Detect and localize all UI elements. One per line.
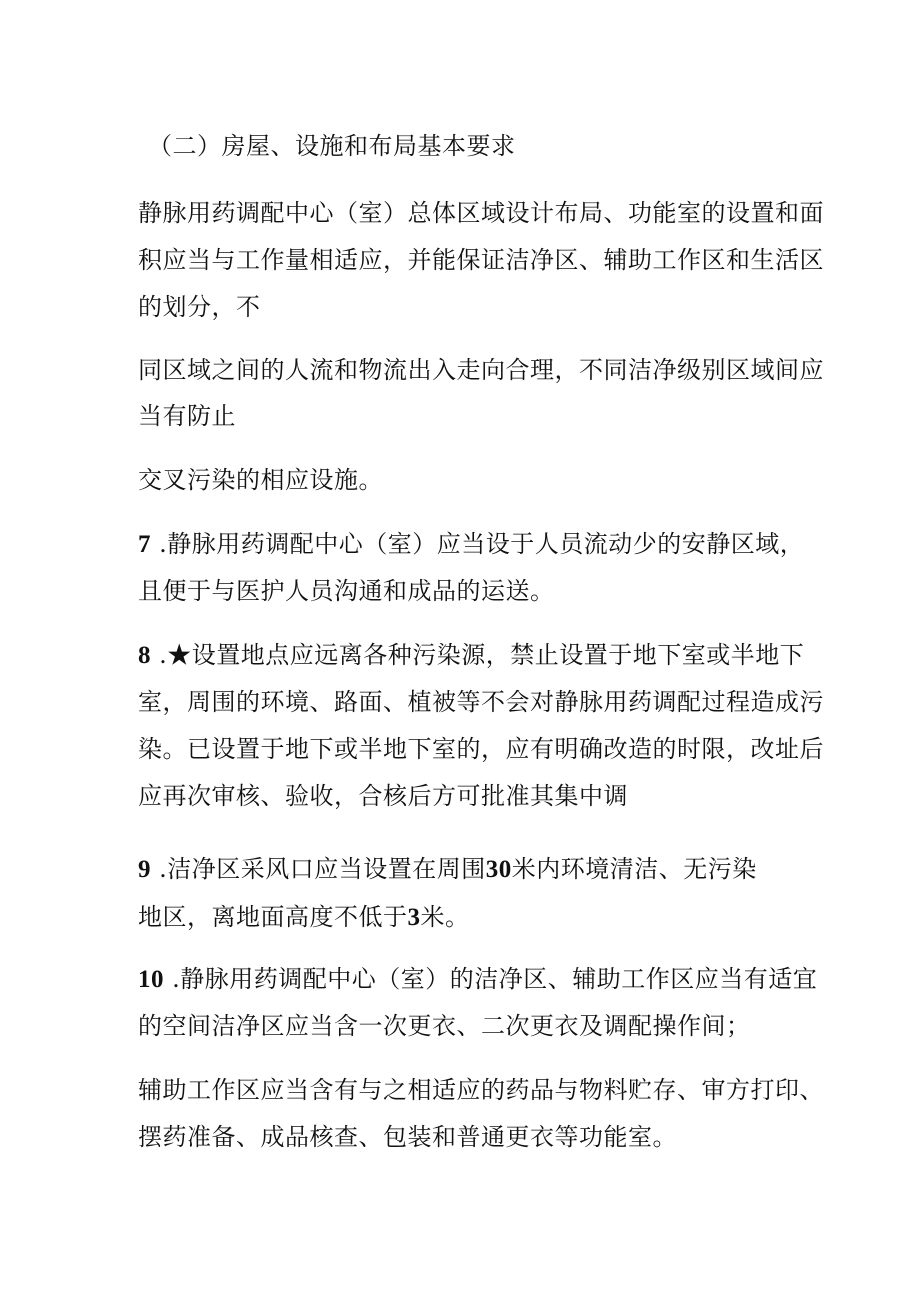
- item-number: 8: [138, 642, 151, 669]
- paragraph-line: 静脉用药调配中心（室）总体区域设计布局、功能室的设置和面: [138, 199, 824, 227]
- paragraph-line: [138, 902, 470, 933]
- item-text: .★设置地点应远离各种污染源，禁止设置于地下室或半地下: [151, 641, 805, 669]
- list-item-9: [138, 854, 757, 885]
- item-number: 9: [138, 856, 151, 883]
- section-heading: （二）房屋、设施和布局基本要求: [148, 132, 516, 160]
- item-text: .静脉用药调配中心（室）应当设于人员流动少的安静区域，: [151, 530, 805, 558]
- item-text: 米。: [420, 903, 470, 931]
- paragraph-line: 摆药准备、成品核查、包装和普通更衣等功能室。: [138, 1123, 677, 1151]
- item-text: 地区，离地面高度不低于: [138, 903, 408, 931]
- item-number: 7: [138, 531, 151, 558]
- paragraph-line: 交叉污染的相应设施。: [138, 466, 383, 494]
- distance-value: 30: [485, 856, 512, 883]
- paragraph-line: 室，周围的环境、路面、植被等不会对静脉用药调配过程造成污: [138, 688, 824, 716]
- item-text: .静脉用药调配中心（室）的洁净区、辅助工作区应当有适宜: [164, 965, 818, 993]
- paragraph-line: 且便于与医护人员沟通和成品的运送。: [138, 577, 555, 605]
- paragraph-line: 同区域之间的人流和物流出入走向合理，不同洁净级别区域间应: [138, 356, 824, 384]
- height-value: 3: [407, 904, 421, 931]
- list-item-10: [138, 964, 817, 995]
- paragraph-line: 染。已设置于地下或半地下室的，应有明确改造的时限，改址后: [138, 735, 824, 763]
- item-text: 米内环境清洁、无污染: [511, 855, 757, 883]
- paragraph-line: 的划分，不: [138, 293, 261, 321]
- paragraph-line: 应再次审核、验收，合核后方可批准其集中调: [138, 782, 628, 810]
- paragraph-line: 的空间洁净区应当含一次更衣、二次更衣及调配操作间；: [138, 1012, 751, 1040]
- item-number: 10: [138, 966, 164, 993]
- paragraph-line: 辅助工作区应当含有与之相适应的药品与物料贮存、审方打印、: [138, 1076, 824, 1104]
- list-item-8: [138, 640, 804, 671]
- item-text: .洁净区采风口应当设置在周围: [151, 855, 486, 883]
- list-item-7: [138, 529, 804, 560]
- paragraph-line: 当有防止: [138, 402, 236, 430]
- paragraph-line: 积应当与工作量相适应，并能保证洁净区、辅助工作区和生活区: [138, 246, 824, 274]
